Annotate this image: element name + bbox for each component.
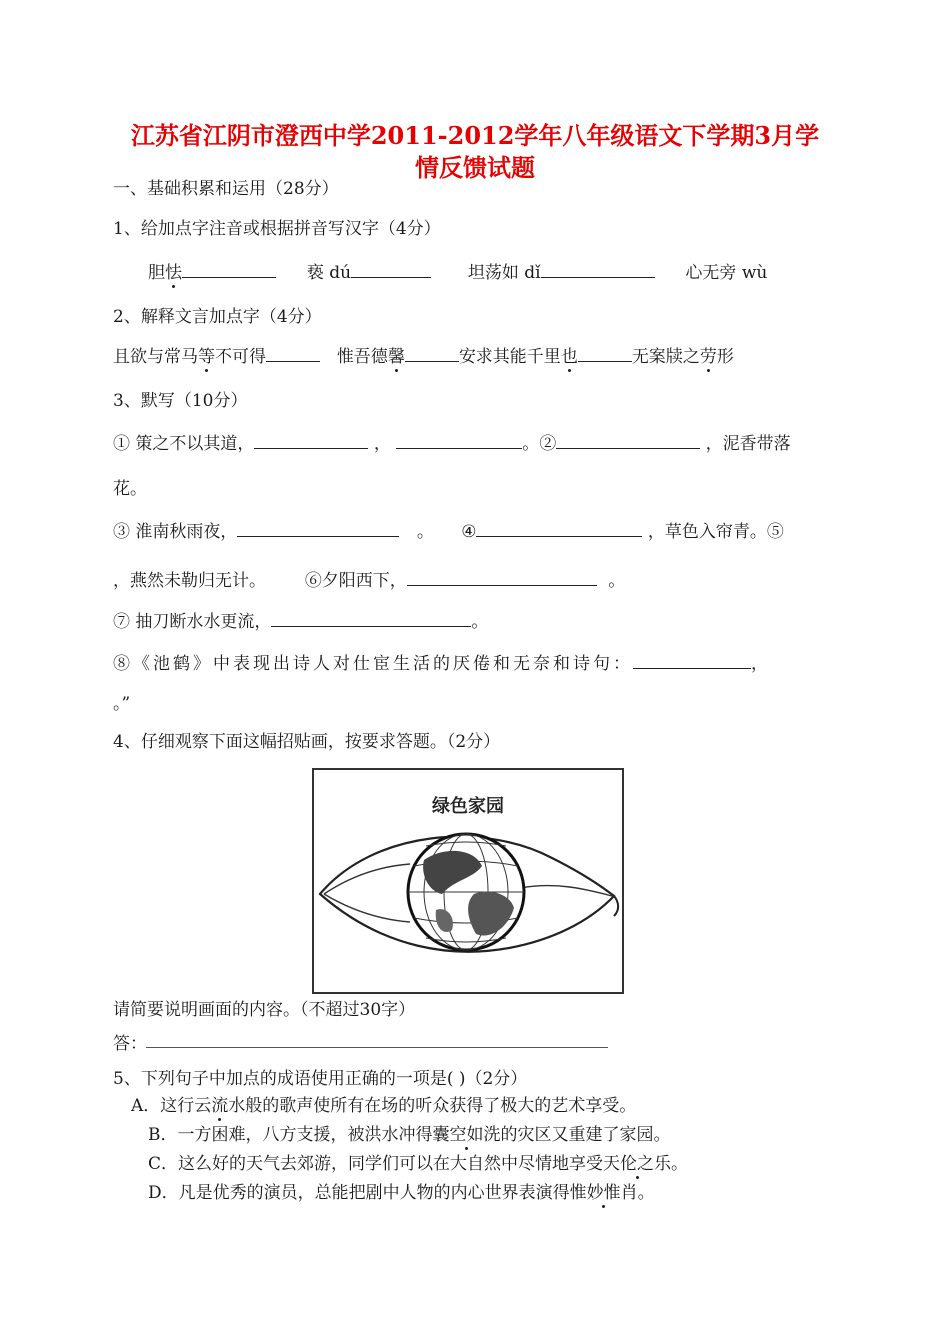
q3-l1-a: ① 策之不以其道， xyxy=(113,434,255,454)
title-line-1: 江苏省江阴市澄西中学2011-2012学年八年级语文下学期3月学 xyxy=(130,121,820,150)
q3-blank-5[interactable] xyxy=(476,518,642,537)
q5-option-b[interactable] xyxy=(148,1124,671,1146)
q3-line-2: 花。 xyxy=(113,479,147,499)
q5-option-c-dotted: 天伦之乐 xyxy=(603,1154,672,1174)
q2-items xyxy=(113,343,734,368)
q5-option-a-after: 般的歌声使所有在场的听众获得了极大的艺术享受。 xyxy=(245,1096,637,1116)
q5-option-d-after: 。 xyxy=(637,1183,655,1203)
q5-option-d[interactable] xyxy=(148,1182,655,1204)
q5-option-b-dotted: 囊空如洗 xyxy=(432,1125,501,1145)
green-home-poster xyxy=(312,768,624,994)
q3-blank-3[interactable] xyxy=(556,430,700,449)
q3-l6-a: ⑧《池鹤》中表现出诗人对仕宦生活的厌倦和无奈和诗句： xyxy=(113,654,633,674)
q2-item-2-dotted: 馨 xyxy=(387,347,405,367)
q3-blank-2[interactable] xyxy=(396,430,522,449)
q1-heading: 1、给加点字注音或根据拼音写汉字（4分） xyxy=(113,219,441,239)
q2-item-1-blank[interactable] xyxy=(266,343,320,362)
q4-answer-label: 答： xyxy=(113,1034,147,1054)
q5-option-a[interactable] xyxy=(131,1095,636,1117)
q2-item-1-after: 不可得 xyxy=(215,347,266,367)
q3-line-1 xyxy=(113,430,791,455)
q3-line-7: 。” xyxy=(113,694,131,714)
poster-caption: 绿色家园 xyxy=(432,796,504,817)
q5-option-c-before: C．这么好的天气去郊游，同学们可以在大自然中尽情地享受 xyxy=(148,1154,604,1174)
q2-item-2-blank[interactable] xyxy=(405,343,459,362)
q3-l1-c: 。② xyxy=(522,434,557,454)
q3-line-6 xyxy=(113,650,771,675)
q2-item-2-before: 惟吾德 xyxy=(336,347,388,367)
q1-item-2-blank[interactable] xyxy=(351,259,431,278)
q1-item-2-prefix: 亵 dú xyxy=(306,263,352,283)
q3-blank-4[interactable] xyxy=(237,518,399,537)
q3-blank-6[interactable] xyxy=(407,567,597,586)
q5-option-b-after: 的灾区又重建了家园。 xyxy=(500,1125,671,1145)
q1-item-1-dotted: 怯 xyxy=(165,263,182,283)
q2-heading: 2、解释文言加点字（4分） xyxy=(113,307,322,327)
q2-item-3-dotted: 也 xyxy=(560,347,578,367)
q5-heading: 5、下列句子中加点的成语使用正确的一项是( )（2分） xyxy=(113,1069,528,1089)
q3-l3-c: ④ xyxy=(461,522,477,542)
title-line-2: 情反馈试题 xyxy=(415,153,535,182)
q4-heading: 4、仔细观察下面这幅招贴画，按要求答题。（2分） xyxy=(113,732,501,752)
q3-line-3 xyxy=(113,518,784,543)
q3-l1-b: ， xyxy=(373,434,391,454)
q3-heading: 3、默写（10分） xyxy=(113,391,248,411)
q3-blank-8[interactable] xyxy=(633,650,751,669)
q1-item-3-prefix: 坦荡如 dǐ xyxy=(467,263,541,283)
q3-l4-a: ，燕然未勒归无计。 xyxy=(113,571,266,591)
q3-l4-b: ⑥夕阳西下， xyxy=(304,571,407,591)
q5-option-d-dotted: 惟妙惟肖 xyxy=(569,1183,638,1203)
leaf-stem xyxy=(614,896,618,916)
q3-line-5 xyxy=(113,608,488,633)
leaf-globe-illustration xyxy=(314,770,622,992)
q2-item-1-dotted: 等 xyxy=(198,347,215,367)
q2-item-3-before: 安求其能千里 xyxy=(458,347,561,367)
q3-l1-d: ，泥香带落 xyxy=(705,434,791,454)
q3-l3-a: ③ 淮南秋雨夜， xyxy=(113,522,238,542)
document-title xyxy=(90,120,860,184)
q1-item-3-blank[interactable] xyxy=(541,259,655,278)
q3-blank-1[interactable] xyxy=(254,430,368,449)
q3-l5-b: 。 xyxy=(471,612,489,632)
q2-item-1-before: 且欲与常马 xyxy=(113,347,198,367)
q3-l4-c: 。 xyxy=(608,571,626,591)
q3-l5-a: ⑦ 抽刀断水水更流， xyxy=(113,612,272,632)
q5-option-a-before: A．这行 xyxy=(131,1096,195,1116)
q3-l3-b: 。 xyxy=(416,522,434,542)
q5-option-d-before: D．凡是优秀的演员，总能把剧中人物的内心世界表演得 xyxy=(148,1183,570,1203)
q3-l3-d: ，草色入帘青。⑤ xyxy=(647,522,784,542)
section-1-heading: 一、基础积累和运用（28分） xyxy=(113,179,339,199)
q3-blank-7[interactable] xyxy=(271,608,471,627)
q4-prompt: 请简要说明画面的内容。（不超过30字） xyxy=(113,1000,416,1020)
q5-option-c[interactable] xyxy=(148,1153,688,1175)
q2-item-4-before: 无案牍之 xyxy=(631,347,700,367)
q4-answer-line[interactable] xyxy=(146,1047,608,1048)
q5-option-b-before: B．一方困难，八方支援，被洪水冲得 xyxy=(148,1125,433,1145)
q2-item-3-blank[interactable] xyxy=(578,343,632,362)
q1-item-1-prefix: 胆 xyxy=(148,263,165,283)
q5-option-a-dotted: 云流水 xyxy=(194,1096,246,1116)
q5-option-c-after: 。 xyxy=(671,1154,689,1174)
q3-l6-b: ， xyxy=(751,654,771,674)
q2-item-4-dotted: 劳 xyxy=(699,347,717,367)
q3-line-4 xyxy=(113,567,625,592)
q1-items xyxy=(148,259,767,284)
q2-item-4-after: 形 xyxy=(716,347,734,367)
q1-item-1-blank[interactable] xyxy=(182,259,276,278)
q1-item-4-prefix: 心无旁 wù xyxy=(685,263,768,283)
